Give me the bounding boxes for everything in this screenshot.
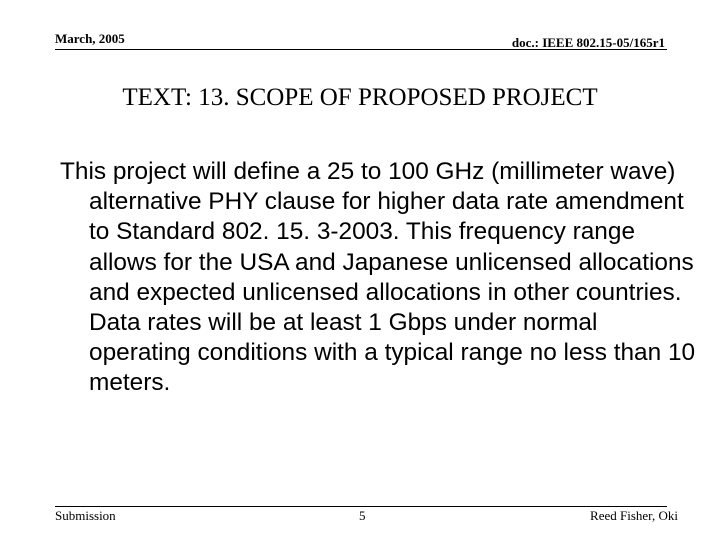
footer-author: Reed Fisher, Oki [590, 508, 678, 523]
footer-page-number: 5 [359, 508, 366, 523]
header-date: March, 2005 [55, 31, 125, 46]
footer-divider [55, 506, 667, 507]
slide-title: TEXT: 13. SCOPE OF PROPOSED PROJECT [122, 84, 598, 111]
footer-submission: Submission [55, 508, 116, 523]
header-doc-id: doc.: IEEE 802.15-05/165r1 [511, 35, 665, 50]
slide-body-text: This project will define a 25 to 100 GHz (millimeter wave) alternative PHY clause for higher data rate amendment to Standard 802. 15. 3-2003. This frequency range allows for the USA and Japanese unlicensed allocations and expected unlicensed allocations in other countries. Data rates will be at least 1 Gbps under normal operating conditions with a typical range no less than 10 meters. [60, 158, 696, 397]
header-divider [55, 49, 667, 50]
